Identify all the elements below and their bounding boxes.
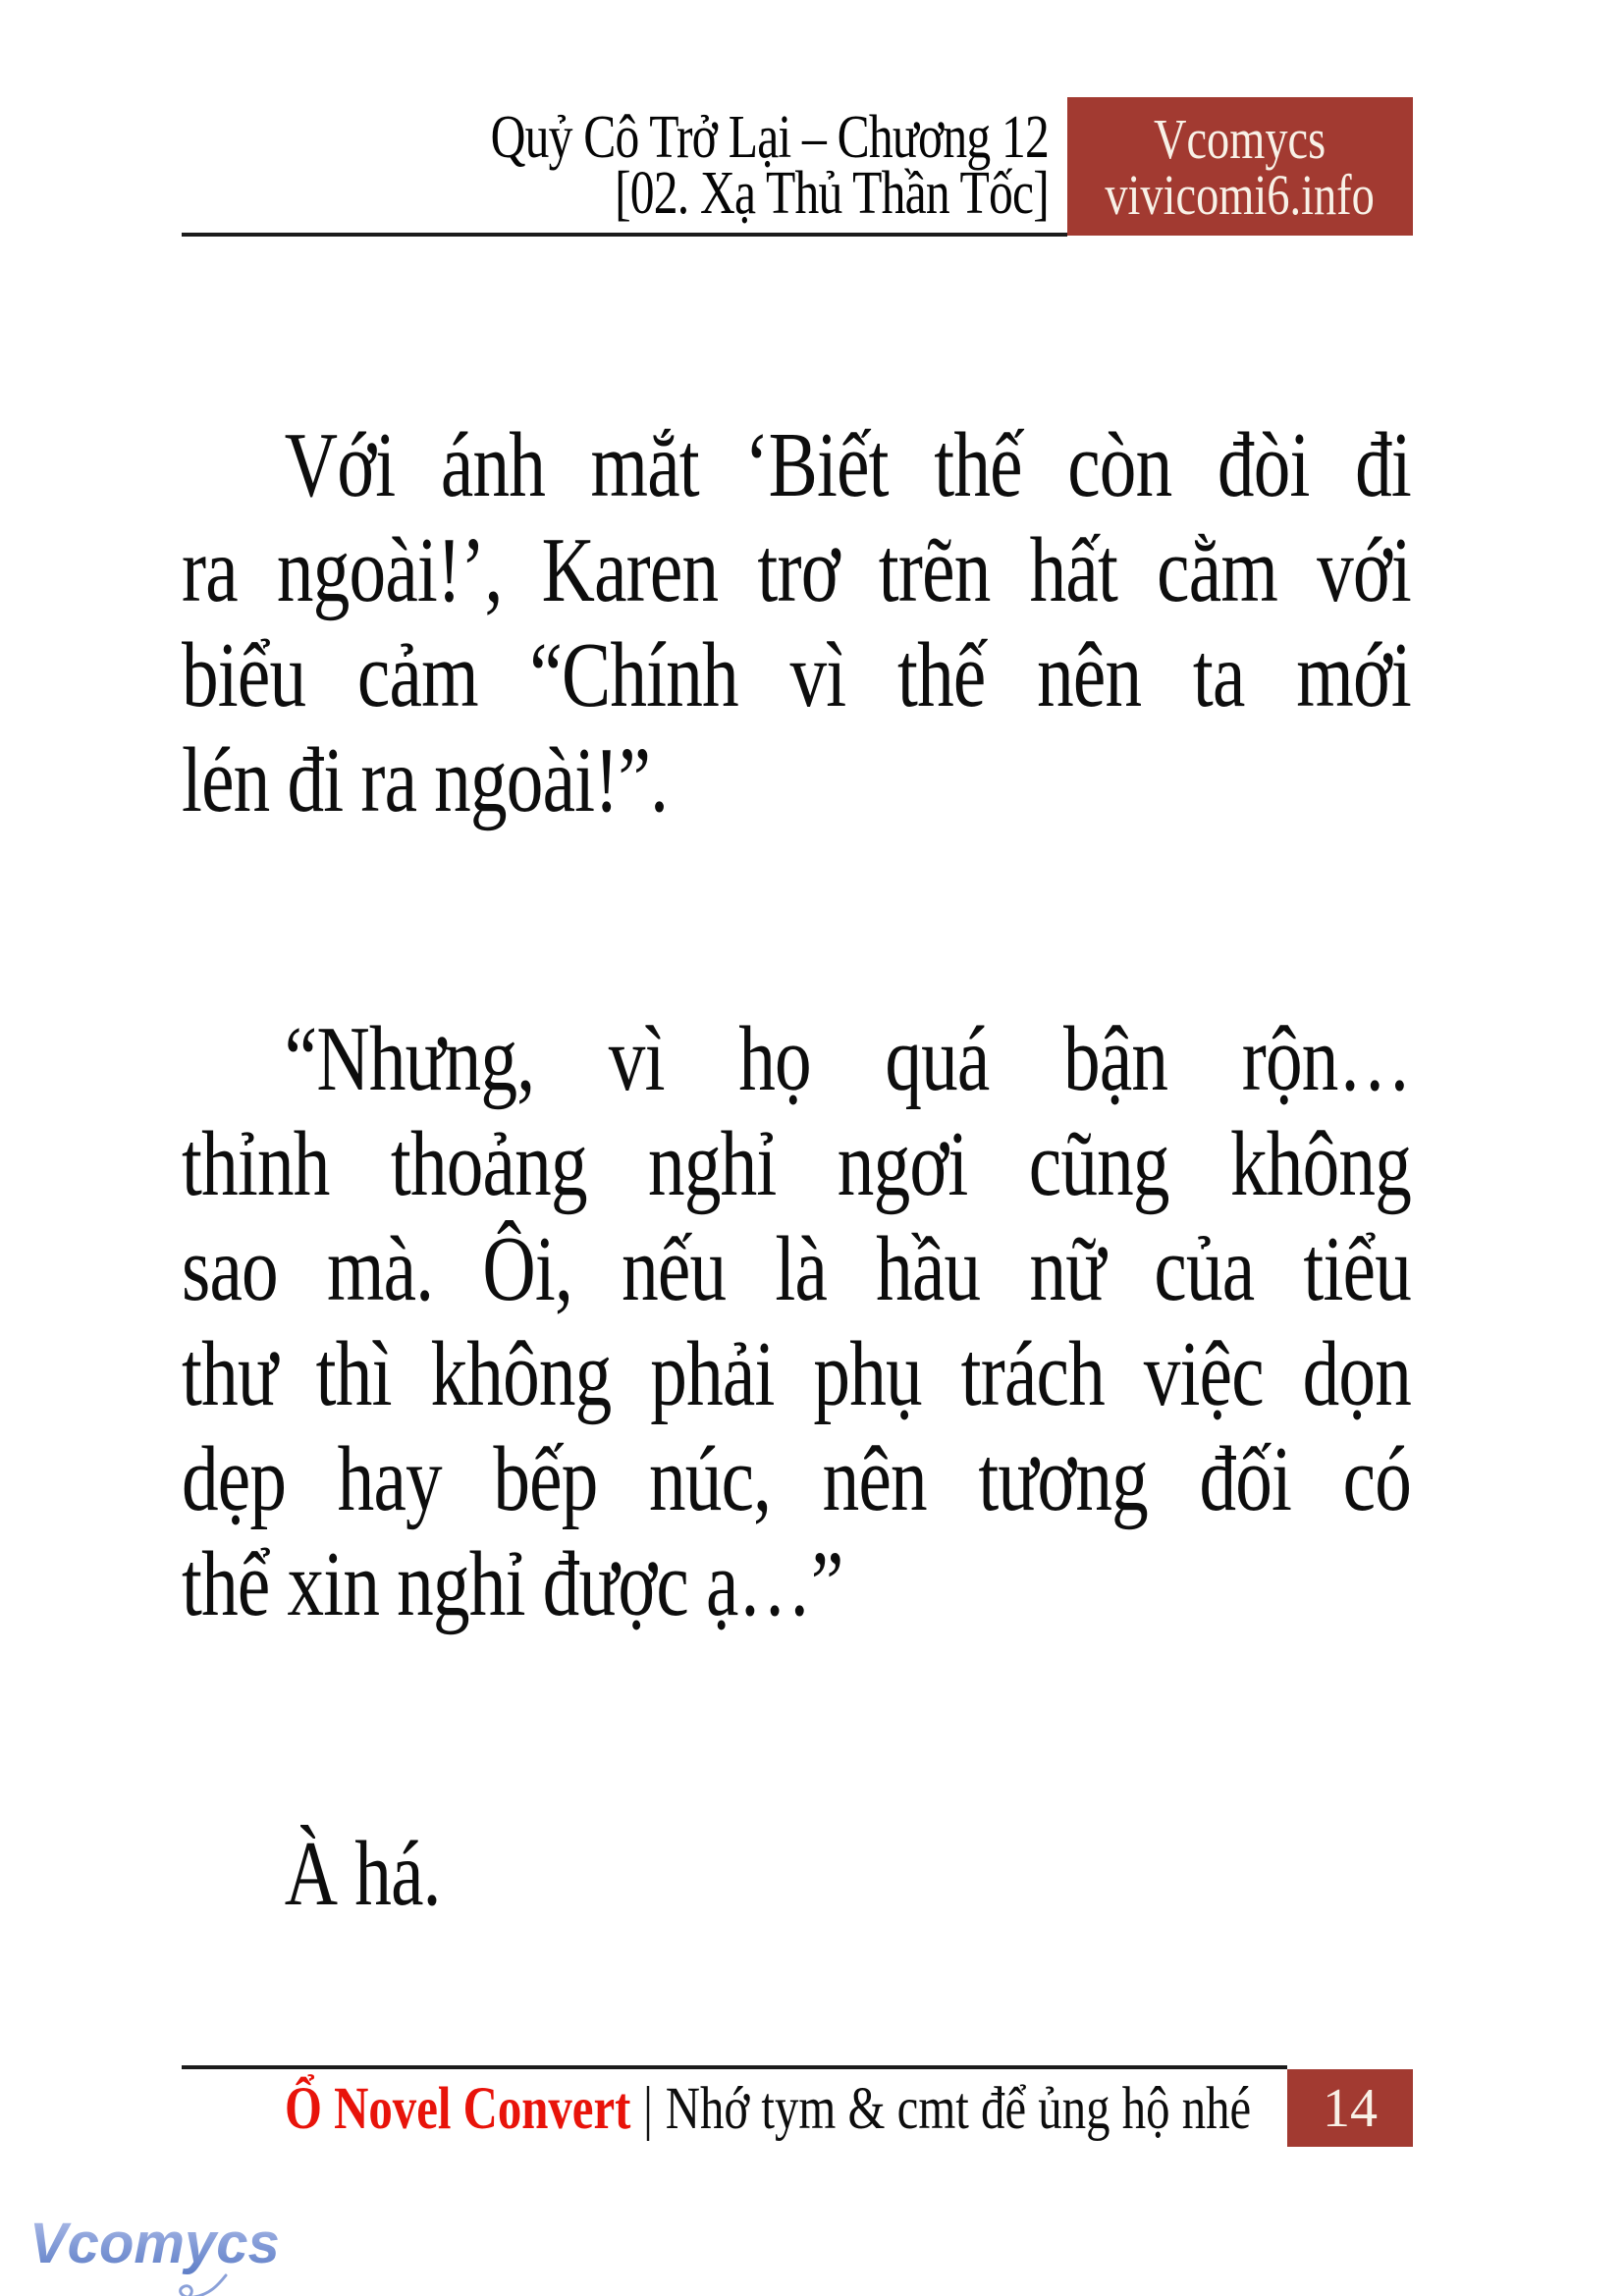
header-divider <box>182 233 1067 237</box>
paragraph <box>182 413 1411 833</box>
page-number: 14 <box>1323 2077 1378 2139</box>
watermark-flourish <box>145 2271 234 2296</box>
chapter-title <box>210 104 1049 227</box>
footer-credit-line <box>285 2076 1252 2142</box>
footer-note: Nhớ tym & cmt để ủng hộ nhé <box>665 2076 1252 2142</box>
brand-box-text <box>1105 106 1376 227</box>
text-line: lén đi ra ngoài!”. <box>182 729 669 831</box>
brand-site: vivicomi6.info <box>1105 162 1376 227</box>
text-line: sao mà. Ôi, nếu là hầu nữ của tiểu <box>182 1218 1411 1320</box>
text-line: biểu cảm “Chính vì thế nên ta mới <box>182 624 1411 726</box>
text-line: thể xin nghỉ được ạ…” <box>182 1533 843 1635</box>
footer-credit: Ổ Novel Convert <box>285 2076 631 2142</box>
brand-name: Vcomycs <box>1154 106 1326 171</box>
chapter-title-line2: [02. Xạ Thủ Thần Tốc] <box>615 160 1049 227</box>
text-line: thư thì không phải phụ trách việc dọn <box>182 1323 1411 1425</box>
chapter-title-line1: Quỷ Cô Trở Lại – Chương 12 <box>490 104 1049 171</box>
paragraph <box>182 1822 1411 1927</box>
text-line: ra ngoài!’, Karen trơ trẽn hất cằm với <box>182 519 1411 621</box>
text-line: thỉnh thoảng nghỉ ngơi cũng không <box>182 1113 1411 1215</box>
watermark-logo: Vcomycs <box>29 2212 280 2275</box>
brand-box <box>1067 97 1413 236</box>
footer-divider <box>182 2065 1287 2069</box>
text-line: À há. <box>284 1823 441 1925</box>
page-number-badge <box>1287 2069 1413 2147</box>
text-line: “Nhưng, vì họ quá bận rộn… <box>284 1008 1411 1110</box>
paragraph <box>182 1007 1411 1637</box>
text-line: Với ánh mắt ‘Biết thế còn đòi đi <box>284 414 1411 516</box>
footer-separator: | <box>643 2076 653 2142</box>
text-line: dẹp hay bếp núc, nên tương đối có <box>182 1428 1411 1530</box>
